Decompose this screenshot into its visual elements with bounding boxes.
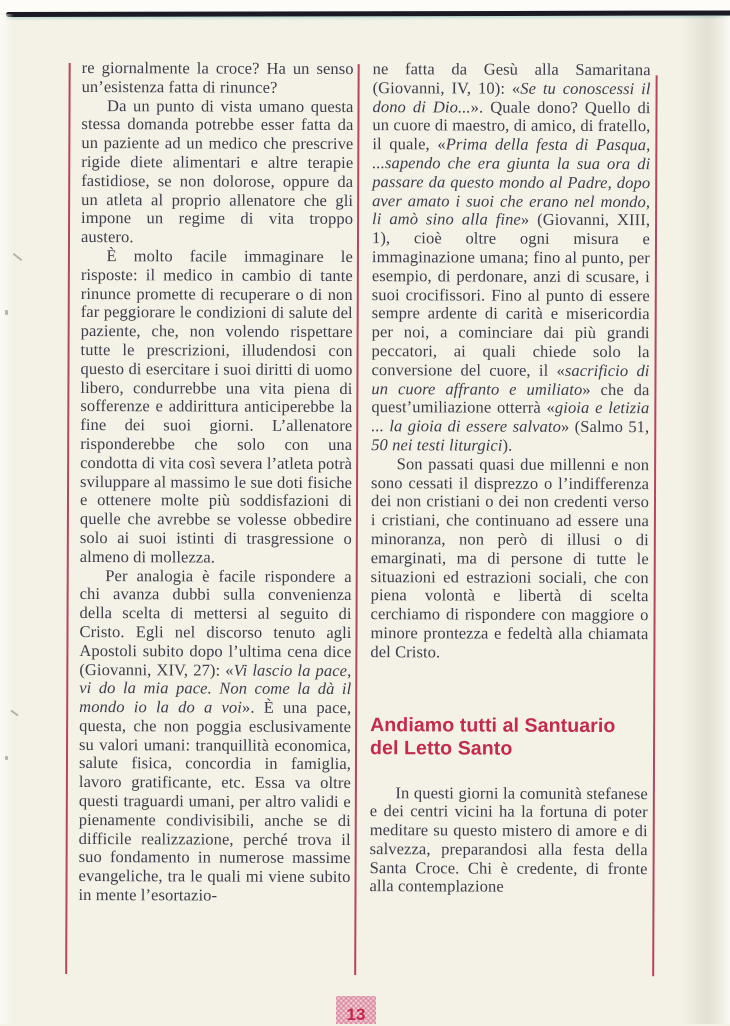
quote-italic: 50 nei testi liturgici: [371, 435, 503, 455]
text-segment: » (Giovanni, XIII, 1), cioè oltre ogni misura e immaginazione umana; fino al punto, per esempio, di perdonare, anzi di scusare, i suoi crocifissori. Fino al punto di essere sempre ardente di carità e misericordia per noi, a cominciare dai più grandi peccatori, ai quali chiede solo la conversione del cuore, il «: [371, 210, 651, 380]
paragraph: [371, 60, 651, 456]
page-number-tab: [336, 996, 376, 1024]
paragraph: Son passati quasi due millenni e non sono cessati il disprezzo o l’indifferenza dei non cristiani o dei non credenti verso i cristiani, che continuano ad essere una minoranza, non però di illusi o di emarginati, ma di persone di tutte le situazioni ed estrazioni sociali, che con piena volontà e libertà di scelta cerchiamo di rispondere con maggiore o minore prontezza e fedeltà alla chiamata del Cristo.: [370, 453, 650, 662]
text-segment: ).: [502, 435, 513, 455]
quote-italic: Se tu conoscessi il dono di Dio...: [372, 78, 651, 117]
quote-italic: gioia e letizia ... la gioia di essere salvato: [371, 398, 650, 436]
quote-italic: Prima della festa di Pasqua, ...sapendo che era giunta la sua ora di passare da questo mondo al Padre, dopo aver amato i suoi che erano nel mondo, li amò sino alla fine: [372, 134, 651, 230]
page-number: 13: [346, 1005, 366, 1024]
paragraph: re giornalmente la croce? Ha un senso un’esistenza fatta di rinunce?: [81, 58, 354, 97]
quote-italic: sacrificio di un cuore affranto e umiliato: [371, 360, 650, 399]
paragraph: Da un punto di vista umano questa stessa domanda potrebbe esser fatta da un paziente ad un medico che prescrive rigide diete alimentari e altre terapie fastidiose, se non dolorose, oppure da un atleta al proprio allenatore che gli impone un regime di vita troppo austero.: [80, 95, 354, 247]
section-heading-line: del Letto Santo: [370, 736, 513, 760]
text-segment: ne fatta da Gesù alla Samaritana (Giovanni, IV, 10): «: [372, 59, 651, 98]
paragraph: [78, 567, 351, 906]
quote-italic: Vi lascio la pace, vi do la mia pace. Non come la dà il mondo io la do a voi: [79, 660, 352, 717]
text-segment: » (Salmo 51,: [560, 416, 650, 437]
right-column: [369, 60, 650, 897]
column-rule-right: [652, 75, 657, 976]
text-segment: Per analogia è facile rispondere a chi avanza dubbi sulla convenienza della scelta di mettersi al seguito di Cristo. Egli nel discorso tenuto agli Apostoli subito dopo l’ultima cena dice (Giovanni, XIV, 27): «: [79, 565, 352, 680]
page-curve-shadow: [682, 16, 730, 1024]
section-heading-line: Andiamo tutti al Santuario: [370, 713, 616, 737]
paragraph: È molto facile immaginare le risposte: il medico in cambio di tante rinunce promette di recuperare o di non far peggiorare le condizioni di salute del paziente, che, non volendo rispettare tutte le prescrizioni, illudendosi con questo di esercitare i suoi diritti di uomo libero, condurrebbe una vita piena di sofferenze e addirittura anticiperebbe la fine dei suoi giorni. L’allenatore risponderebbe che solo con una condotta di vita così severa l’atleta potrà sviluppare al massimo le sue doti fisiche e ottenere molte più soddisfazioni di quelle che avrebbe se volesse obbedire solo ai suoi istinti di trasgressione o almeno di mollezza.: [79, 246, 353, 567]
paragraph: In questi giorni la comunità stefanese e dei centri vicini ha la fortuna di poter meditare su questo mistero di amore e di salvezza, preparandosi alla festa della Santa Croce. Chi è credente, di fronte alla contemplazione: [369, 782, 648, 897]
left-column: [78, 59, 353, 906]
text-segment: ». È una pace, questa, che non poggia esclusivamente su valori umani: tranquillità economica, salute fisica, concordia in famiglia, lavoro gratificante, etc. Essa va oltre questi traguardi umani, per altro validi e pienamente condivisibili, anche se di difficile realizzazione, perché trova il suo fondamento in numerose massime evangeliche, tra le quali mi viene subito in mente l’esortazio-: [78, 697, 352, 905]
text-segment: » che da quest’umiliazione otterrà «: [371, 379, 650, 418]
text-segment: ». Quale dono? Quello di un cuore di maestro, di amico, di fratello, il quale, «: [372, 97, 651, 154]
column-rule-left: [65, 63, 70, 974]
section-heading: [370, 714, 648, 761]
column-rule-middle: [354, 64, 359, 975]
